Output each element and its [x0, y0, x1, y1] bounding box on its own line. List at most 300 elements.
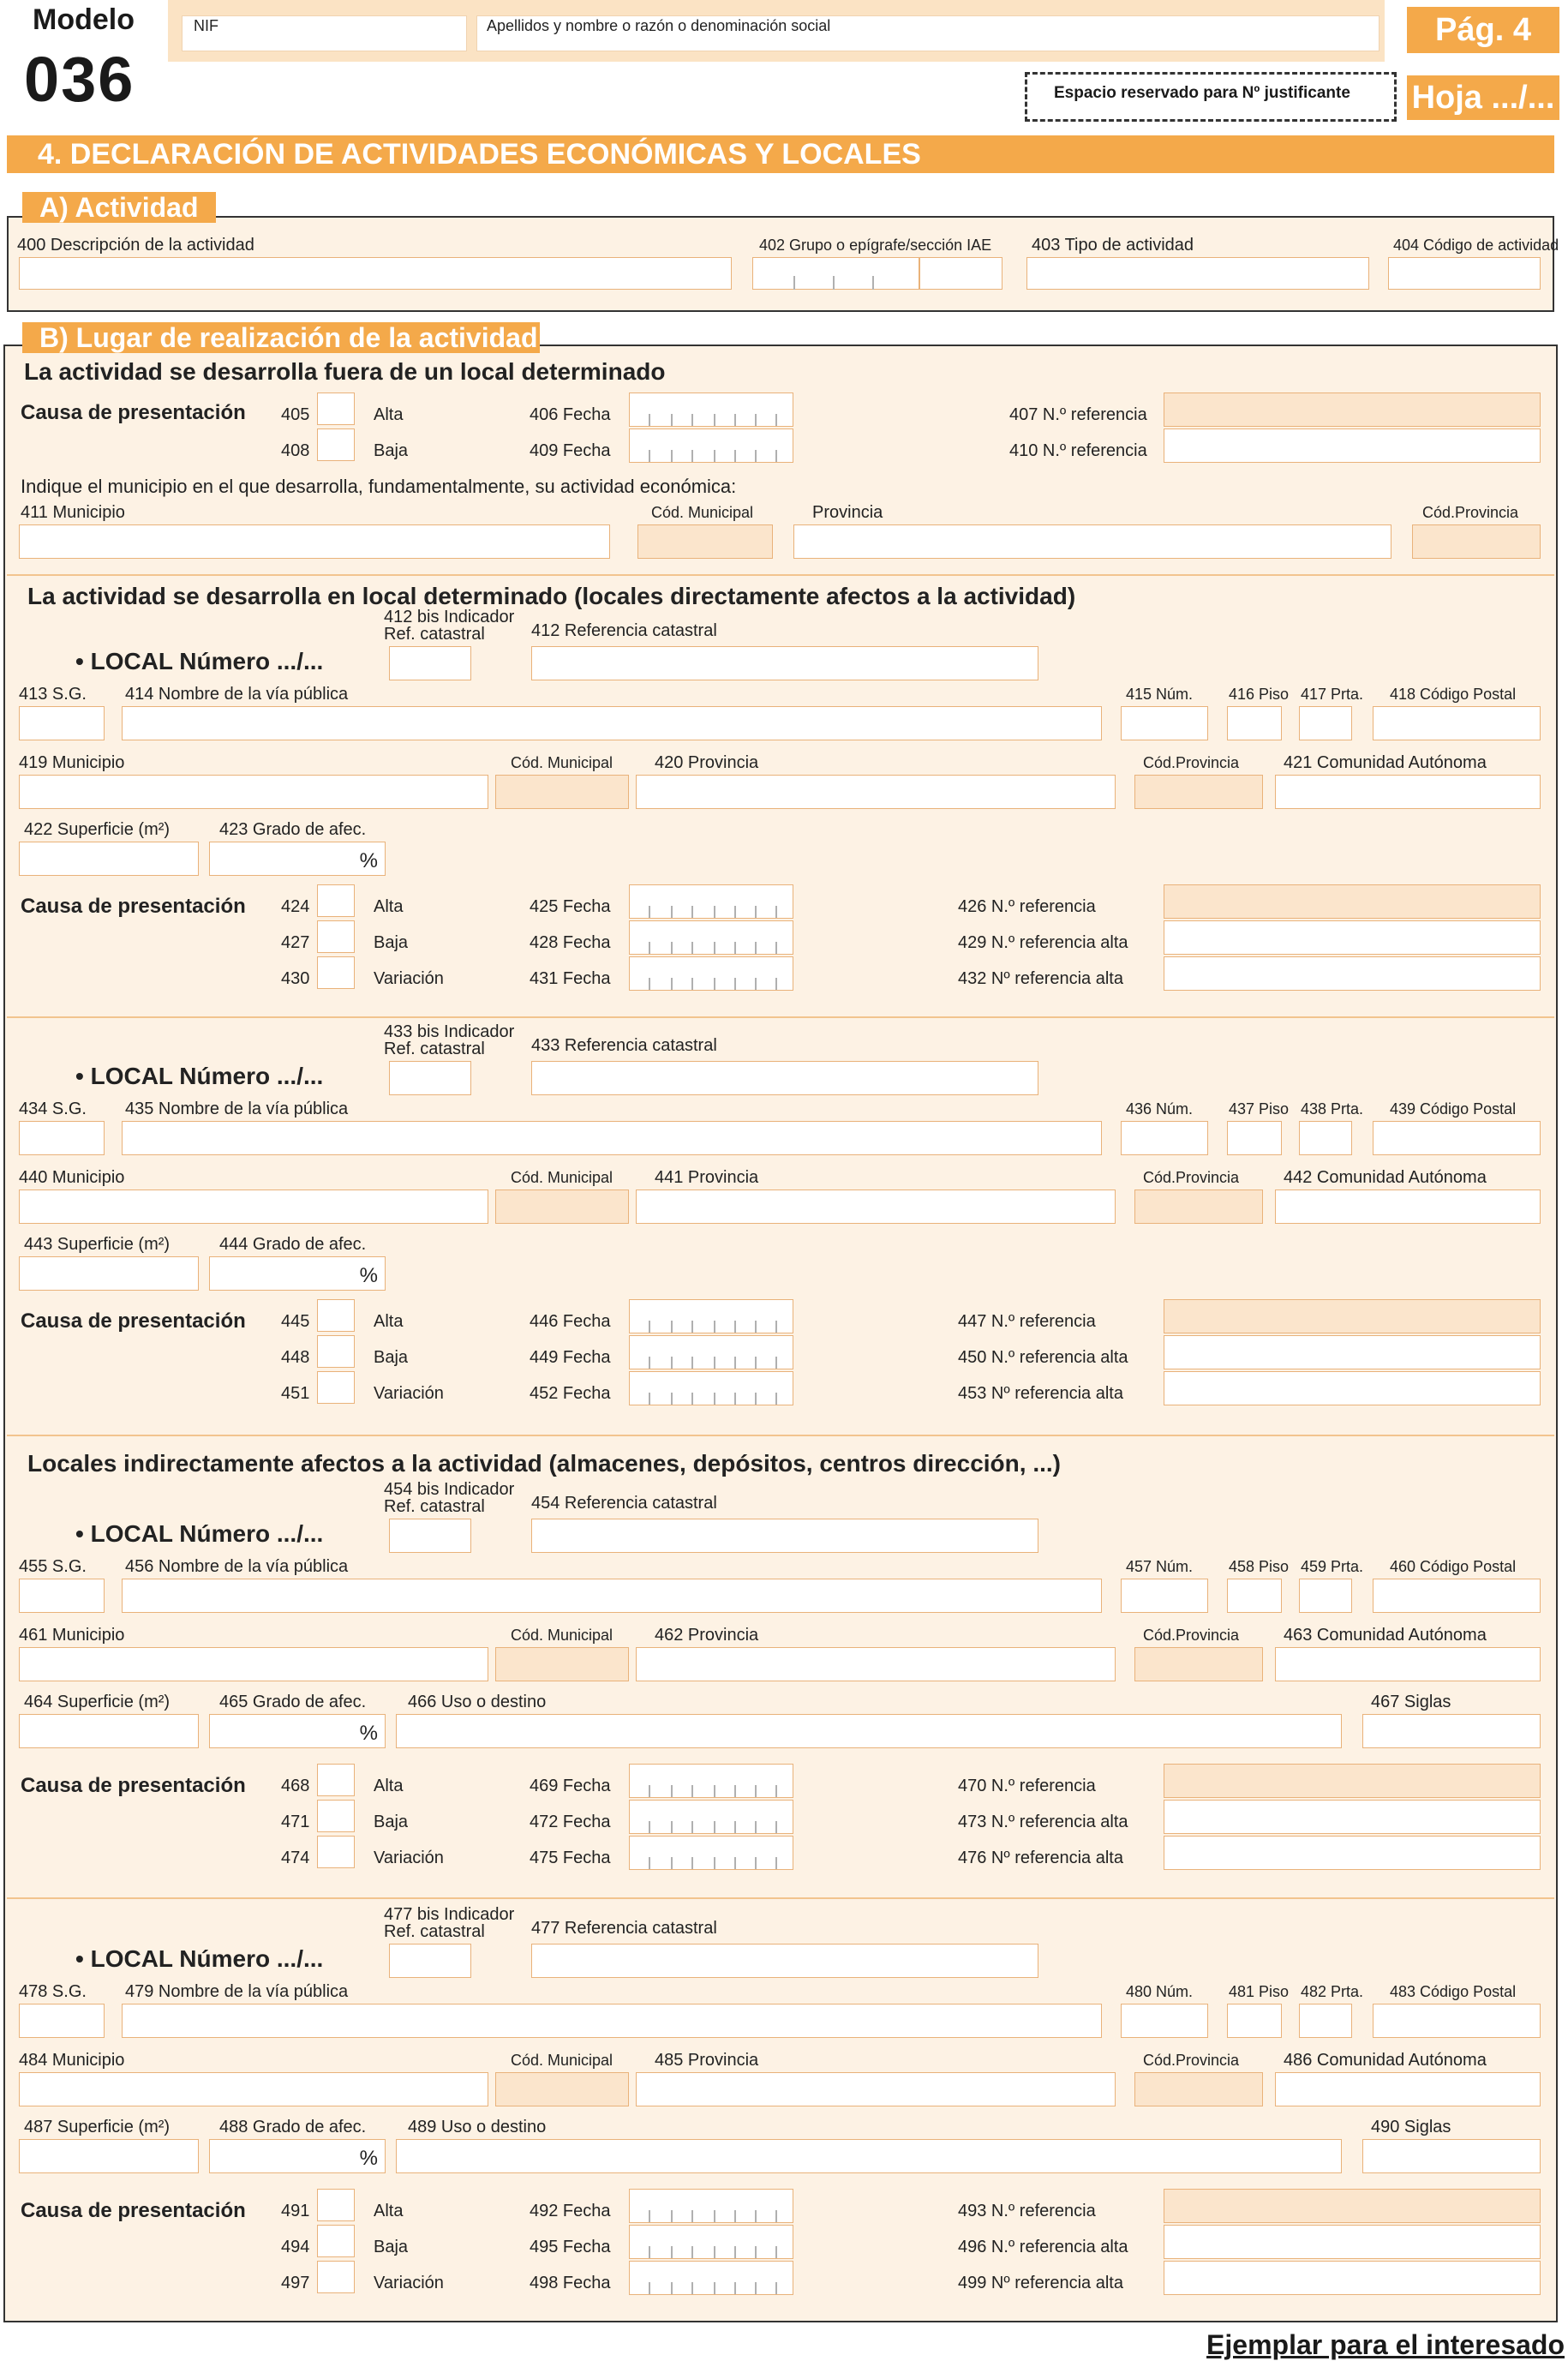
date-tick — [691, 1857, 693, 1869]
ccaa-field[interactable] — [1275, 1190, 1541, 1224]
percent-sign: % — [359, 1722, 378, 1745]
via-field[interactable] — [122, 1121, 1102, 1155]
f407-label: 407 N.º referencia — [1009, 405, 1147, 424]
date-tick — [734, 1857, 736, 1869]
fecha-label: 452 Fecha — [530, 1384, 611, 1403]
causa-checkbox[interactable] — [317, 884, 355, 917]
date-tick — [775, 450, 777, 462]
f410-label: 410 N.º referencia — [1009, 441, 1147, 460]
causa-type-label: Alta — [374, 897, 404, 916]
cp-field[interactable] — [1373, 706, 1541, 740]
baja-label: Baja — [374, 441, 409, 460]
fecha-label: 472 Fecha — [530, 1813, 611, 1831]
superficie-label: 422 Superficie (m²) — [24, 820, 171, 839]
superficie-field[interactable] — [19, 2139, 199, 2173]
referencia-label: 470 N.º referencia — [958, 1777, 1096, 1795]
date-tick — [734, 2246, 736, 2258]
f411-codprov-field[interactable] — [1412, 524, 1541, 559]
bis-indicator-field[interactable] — [389, 1061, 471, 1095]
via-field[interactable] — [122, 706, 1102, 740]
fecha-label: 495 Fecha — [530, 2238, 611, 2256]
causa-type-label: Baja — [374, 2238, 409, 2256]
ccaa-field[interactable] — [1275, 2072, 1541, 2106]
date-tick — [671, 1321, 673, 1333]
date-tick — [775, 1785, 777, 1797]
causa-type-label: Baja — [374, 1813, 409, 1831]
date-tick — [714, 1393, 715, 1405]
date-tick — [691, 1321, 693, 1333]
causa-type-label: Baja — [374, 933, 409, 952]
prta-field[interactable] — [1299, 2004, 1352, 2038]
date-tick — [734, 450, 736, 462]
sg-label: 434 S.G. — [19, 1100, 87, 1118]
date-tick — [775, 2282, 777, 2294]
sg-label: 455 S.G. — [19, 1557, 87, 1576]
prta-field[interactable] — [1299, 1579, 1352, 1613]
sg-field[interactable] — [19, 1579, 105, 1613]
referencia-field[interactable] — [1164, 2189, 1541, 2223]
codmun-label: Cód. Municipal — [511, 1169, 613, 1186]
grado-field[interactable] — [209, 1256, 386, 1291]
referencia-field[interactable] — [1164, 2225, 1541, 2259]
codprov-field[interactable] — [1134, 2072, 1263, 2106]
num-field[interactable] — [1121, 2004, 1208, 2038]
date-tick — [671, 1785, 673, 1797]
num-field[interactable] — [1121, 1579, 1208, 1613]
piso-field[interactable] — [1227, 2004, 1282, 2038]
prta-label: 459 Prta. — [1301, 1558, 1364, 1575]
fuera-heading: La actividad se desarrolla fuera de un local determinado — [24, 358, 666, 385]
siglas-field[interactable] — [1362, 1714, 1541, 1748]
prta-label: 417 Prta. — [1301, 686, 1364, 703]
f411-provincia-field[interactable] — [793, 524, 1391, 559]
f405-label: 405 — [281, 405, 310, 424]
causa-code-label: 445 — [281, 1312, 310, 1331]
prta-label: 438 Prta. — [1301, 1100, 1364, 1118]
date-tick — [775, 978, 777, 990]
via-label: 456 Nombre de la vía pública — [125, 1557, 349, 1576]
provincia-field[interactable] — [636, 1647, 1116, 1681]
date-tick — [755, 2246, 757, 2258]
date-tick — [649, 942, 650, 954]
municipio-field[interactable] — [19, 1647, 488, 1681]
bis-refcat-label: Ref. catastral — [384, 1040, 485, 1058]
date-tick — [649, 414, 650, 426]
via-field[interactable] — [122, 2004, 1102, 2038]
referencia-field[interactable] — [1164, 1335, 1541, 1369]
modelo-label: Modelo — [33, 3, 135, 36]
piso-label: 437 Piso — [1229, 1100, 1290, 1118]
date-tick — [671, 906, 673, 918]
causa-checkbox[interactable] — [317, 956, 355, 989]
date-tick — [649, 2282, 650, 2294]
codprov-label: Cód.Provincia — [1143, 1169, 1240, 1186]
fecha-date[interactable] — [629, 2189, 793, 2223]
date-tick — [775, 906, 777, 918]
refcat-label: 454 Referencia catastral — [531, 1494, 717, 1513]
superficie-field[interactable] — [19, 842, 199, 876]
referencia-field[interactable] — [1164, 920, 1541, 955]
provincia-field[interactable] — [636, 775, 1116, 809]
causa-label: Causa de presentación — [21, 895, 246, 918]
cp-field[interactable] — [1373, 2004, 1541, 2038]
bis-indicator-field[interactable] — [389, 646, 471, 680]
causa-type-label: Variación — [374, 2274, 444, 2292]
f402-tick — [793, 276, 795, 290]
date-tick — [755, 1785, 757, 1797]
fecha-date[interactable] — [629, 2225, 793, 2259]
section-a-title: A) Actividad — [39, 192, 199, 223]
referencia-field[interactable] — [1164, 2261, 1541, 2295]
fecha-date[interactable] — [629, 884, 793, 919]
date-tick — [671, 1821, 673, 1833]
cp-label: 460 Código Postal — [1390, 1558, 1517, 1575]
date-tick — [691, 2282, 693, 2294]
f405-checkbox[interactable] — [317, 393, 355, 425]
hoja-badge — [1407, 75, 1559, 120]
fecha-label: 475 Fecha — [530, 1849, 611, 1867]
date-tick — [671, 1857, 673, 1869]
grado-field[interactable] — [209, 1714, 386, 1748]
date-tick — [734, 1785, 736, 1797]
referencia-field[interactable] — [1164, 1299, 1541, 1333]
fecha-date[interactable] — [629, 1800, 793, 1834]
causa-code-label: 424 — [281, 897, 310, 916]
codmun-field[interactable] — [495, 775, 629, 809]
nif-field[interactable] — [182, 15, 467, 51]
causa-checkbox[interactable] — [317, 1335, 355, 1368]
causa-checkbox[interactable] — [317, 2189, 355, 2221]
fecha-label: 449 Fecha — [530, 1348, 611, 1367]
causa-checkbox[interactable] — [317, 1371, 355, 1404]
cp-field[interactable] — [1373, 1579, 1541, 1613]
divider — [7, 574, 1554, 576]
referencia-label: 453 Nº referencia alta — [958, 1384, 1123, 1403]
fecha-label: 498 Fecha — [530, 2274, 611, 2292]
municipio-field[interactable] — [19, 1190, 488, 1224]
date-tick — [775, 2246, 777, 2258]
ccaa-label: 442 Comunidad Autónoma — [1284, 1168, 1487, 1187]
uso-field[interactable] — [396, 2139, 1342, 2173]
fecha-date[interactable] — [629, 2261, 793, 2295]
provincia-label: 485 Provincia — [655, 2051, 759, 2070]
sg-field[interactable] — [19, 1121, 105, 1155]
date-tick — [649, 1857, 650, 1869]
bis-indicator-field[interactable] — [389, 1944, 471, 1978]
referencia-label: 447 N.º referencia — [958, 1312, 1096, 1331]
date-tick — [671, 450, 673, 462]
f410-field[interactable] — [1164, 428, 1541, 463]
via-label: 414 Nombre de la vía pública — [125, 685, 349, 704]
refcat-field[interactable] — [531, 1061, 1038, 1095]
f411-provincia-label: Provincia — [812, 503, 883, 522]
f403-label: 403 Tipo de actividad — [1032, 236, 1194, 255]
date-tick — [755, 1857, 757, 1869]
date-tick — [734, 414, 736, 426]
f408-label: 408 — [281, 441, 310, 460]
bis-refcat-label: Ref. catastral — [384, 625, 485, 644]
codprov-field[interactable] — [1134, 1190, 1263, 1224]
f407-field[interactable] — [1164, 393, 1541, 427]
superficie-field[interactable] — [19, 1256, 199, 1291]
superficie-field[interactable] — [19, 1714, 199, 1748]
f402-field[interactable] — [752, 257, 1002, 290]
date-tick — [775, 1321, 777, 1333]
date-tick — [734, 906, 736, 918]
fecha-label: 431 Fecha — [530, 969, 611, 988]
date-tick — [714, 2282, 715, 2294]
referencia-field[interactable] — [1164, 1800, 1541, 1834]
ccaa-label: 421 Comunidad Autónoma — [1284, 753, 1487, 772]
causa-code-label: 448 — [281, 1348, 310, 1367]
via-field[interactable] — [122, 1579, 1102, 1613]
date-tick — [714, 1785, 715, 1797]
divider — [7, 1435, 1554, 1436]
date-tick — [755, 2282, 757, 2294]
num-label: 457 Núm. — [1126, 1558, 1194, 1575]
codmun-label: Cód. Municipal — [511, 1627, 613, 1644]
municipio-label: 461 Municipio — [19, 1626, 125, 1645]
f400-field[interactable] — [19, 257, 732, 290]
grado-label: 488 Grado de afec. — [219, 2118, 367, 2136]
date-tick — [734, 978, 736, 990]
causa-checkbox[interactable] — [317, 1800, 355, 1832]
date-tick — [734, 2282, 736, 2294]
siglas-field[interactable] — [1362, 2139, 1541, 2173]
siglas-label: 490 Siglas — [1371, 2118, 1451, 2136]
divider — [7, 1016, 1554, 1018]
num-label: 415 Núm. — [1126, 686, 1194, 703]
causa-checkbox[interactable] — [317, 2225, 355, 2257]
referencia-label: 429 N.º referencia alta — [958, 933, 1128, 952]
f411-label: 411 Municipio — [21, 503, 125, 522]
causa-code-label: 494 — [281, 2238, 310, 2256]
f411-codmun-field[interactable] — [637, 524, 773, 559]
codprov-field[interactable] — [1134, 775, 1263, 809]
date-tick — [691, 942, 693, 954]
date-tick — [691, 1393, 693, 1405]
referencia-field[interactable] — [1164, 1371, 1541, 1405]
date-tick — [671, 2282, 673, 2294]
f408-checkbox[interactable] — [317, 428, 355, 461]
referencia-field[interactable] — [1164, 1836, 1541, 1870]
provincia-field[interactable] — [636, 2072, 1116, 2106]
sg-field[interactable] — [19, 706, 105, 740]
date-tick — [775, 2210, 777, 2222]
section-a-tab — [22, 192, 216, 223]
municipio-label: 440 Municipio — [19, 1168, 125, 1187]
date-tick — [755, 906, 757, 918]
ccaa-field[interactable] — [1275, 1647, 1541, 1681]
causa-code-label: 427 — [281, 933, 310, 952]
fecha-date[interactable] — [629, 1371, 793, 1405]
date-tick — [714, 450, 715, 462]
refcat-field[interactable] — [531, 1944, 1038, 1978]
provincia-field[interactable] — [636, 1190, 1116, 1224]
date-tick — [714, 2210, 715, 2222]
grado-label: 465 Grado de afec. — [219, 1693, 367, 1711]
uso-label: 489 Uso o destino — [408, 2118, 547, 2136]
via-label: 435 Nombre de la vía pública — [125, 1100, 349, 1118]
bis-indicator-field[interactable] — [389, 1519, 471, 1553]
num-field[interactable] — [1121, 1121, 1208, 1155]
f406-date[interactable] — [629, 393, 793, 427]
causa-checkbox[interactable] — [317, 1836, 355, 1868]
causa-type-label: Variación — [374, 969, 444, 988]
f404-field[interactable] — [1388, 257, 1541, 290]
fecha-date[interactable] — [629, 920, 793, 955]
sg-field[interactable] — [19, 2004, 105, 2038]
cp-field[interactable] — [1373, 1121, 1541, 1155]
codmun-field[interactable] — [495, 1190, 629, 1224]
fecha-date[interactable] — [629, 1836, 793, 1870]
provincia-label: 462 Provincia — [655, 1626, 759, 1645]
siglas-label: 467 Siglas — [1371, 1693, 1451, 1711]
refcat-label: 433 Referencia catastral — [531, 1036, 717, 1055]
local-heading: La actividad se desarrolla en local determinado (locales directamente afectos a la actividad) — [27, 583, 1076, 609]
percent-sign: % — [359, 2147, 378, 2170]
municipio-label: 419 Municipio — [19, 753, 125, 772]
f403-field[interactable] — [1026, 257, 1369, 290]
referencia-label: 496 N.º referencia alta — [958, 2238, 1128, 2256]
causa-type-label: Alta — [374, 2202, 404, 2220]
fecha-label: 446 Fecha — [530, 1312, 611, 1331]
causa-checkbox[interactable] — [317, 2261, 355, 2293]
page-number-text: Pág. 4 — [1435, 12, 1531, 48]
piso-label: 416 Piso — [1229, 686, 1290, 703]
date-tick — [649, 1321, 650, 1333]
f409-date[interactable] — [629, 428, 793, 463]
codmun-field[interactable] — [495, 1647, 629, 1681]
municipio-field[interactable] — [19, 775, 488, 809]
f400-label: 400 Descripción de la actividad — [17, 236, 254, 255]
date-tick — [691, 978, 693, 990]
causa-code-label: 491 — [281, 2202, 310, 2220]
local-numero-text: LOCAL Número .../... — [90, 648, 324, 674]
date-tick — [755, 1357, 757, 1369]
f411-field[interactable] — [19, 524, 610, 559]
codprov-label: Cód.Provincia — [1143, 1627, 1240, 1644]
date-tick — [734, 2210, 736, 2222]
bis-refcat-label: Ref. catastral — [384, 1497, 485, 1516]
uso-field[interactable] — [396, 1714, 1342, 1748]
codprov-label: Cód.Provincia — [1143, 2052, 1240, 2069]
piso-field[interactable] — [1227, 1121, 1282, 1155]
causa-type-label: Alta — [374, 1777, 404, 1795]
grado-field[interactable] — [209, 2139, 386, 2173]
date-tick — [691, 2210, 693, 2222]
causa-checkbox[interactable] — [317, 1299, 355, 1332]
date-tick — [691, 1785, 693, 1797]
causa-type-label: Alta — [374, 1312, 404, 1331]
fecha-date[interactable] — [629, 1299, 793, 1333]
prta-label: 482 Prta. — [1301, 1983, 1364, 2000]
date-tick — [649, 2210, 650, 2222]
section-title: 4. DECLARACIÓN DE ACTIVIDADES ECONÓMICAS Y LOCALES — [38, 138, 921, 171]
num-field[interactable] — [1121, 706, 1208, 740]
date-tick — [775, 1393, 777, 1405]
date-tick — [734, 1393, 736, 1405]
date-tick — [649, 1357, 650, 1369]
date-tick — [714, 978, 715, 990]
date-tick — [755, 2210, 757, 2222]
fecha-date[interactable] — [629, 1764, 793, 1798]
date-tick — [775, 942, 777, 954]
grado-field[interactable] — [209, 842, 386, 876]
refcat-field[interactable] — [531, 646, 1038, 680]
date-tick — [671, 414, 673, 426]
causa-label: Causa de presentación — [21, 1774, 246, 1797]
date-tick — [755, 1393, 757, 1405]
codprov-field[interactable] — [1134, 1647, 1263, 1681]
causa-code-label: 471 — [281, 1813, 310, 1831]
causa-label: Causa de presentación — [21, 1309, 246, 1333]
date-tick — [734, 1321, 736, 1333]
date-tick — [691, 414, 693, 426]
date-tick — [649, 906, 650, 918]
fecha-date[interactable] — [629, 1335, 793, 1369]
municipio-field[interactable] — [19, 2072, 488, 2106]
bis-indicator-label: 477 bis Indicador — [384, 1905, 515, 1924]
codprov-label: Cód.Provincia — [1143, 754, 1240, 771]
prta-field[interactable] — [1299, 706, 1352, 740]
referencia-label: 473 N.º referencia alta — [958, 1813, 1128, 1831]
ccaa-field[interactable] — [1275, 775, 1541, 809]
hoja-text: Hoja .../... — [1411, 80, 1555, 116]
referencia-field[interactable] — [1164, 956, 1541, 991]
refcat-field[interactable] — [531, 1519, 1038, 1553]
date-tick — [755, 450, 757, 462]
date-tick — [775, 1357, 777, 1369]
local-numero-text: LOCAL Número .../... — [90, 1945, 324, 1972]
superficie-label: 443 Superficie (m²) — [24, 1235, 171, 1254]
causa-type-label: Baja — [374, 1348, 409, 1367]
fecha-label: 425 Fecha — [530, 897, 611, 916]
piso-field[interactable] — [1227, 1579, 1282, 1613]
page-number-badge — [1407, 7, 1559, 53]
alta-label: Alta — [374, 405, 404, 424]
local-numero-label — [75, 1063, 323, 1090]
uso-label: 466 Uso o destino — [408, 1693, 547, 1711]
sg-label: 413 S.G. — [19, 685, 87, 704]
prta-field[interactable] — [1299, 1121, 1352, 1155]
codmun-field[interactable] — [495, 2072, 629, 2106]
causa-checkbox[interactable] — [317, 1764, 355, 1796]
causa-type-label: Variación — [374, 1849, 444, 1867]
date-tick — [714, 1357, 715, 1369]
causa-code-label: 468 — [281, 1777, 310, 1795]
f402-label: 402 Grupo o epígrafe/sección IAE — [759, 237, 992, 254]
date-tick — [775, 1857, 777, 1869]
date-tick — [649, 1393, 650, 1405]
fecha-date[interactable] — [629, 956, 793, 991]
piso-field[interactable] — [1227, 706, 1282, 740]
referencia-label: 426 N.º referencia — [958, 897, 1096, 916]
date-tick — [691, 1821, 693, 1833]
referencia-label: 450 N.º referencia alta — [958, 1348, 1128, 1367]
causa-checkbox[interactable] — [317, 920, 355, 953]
referencia-field[interactable] — [1164, 884, 1541, 919]
provincia-label: 420 Provincia — [655, 753, 759, 772]
cp-label: 439 Código Postal — [1390, 1100, 1517, 1118]
referencia-field[interactable] — [1164, 1764, 1541, 1798]
nombre-label: Apellidos y nombre o razón o denominación social — [487, 17, 831, 34]
codmun-label: Cód. Municipal — [511, 2052, 613, 2069]
date-tick — [775, 414, 777, 426]
local-numero-text: LOCAL Número .../... — [90, 1063, 324, 1089]
causa-code-label: 497 — [281, 2274, 310, 2292]
causa-code-label: 451 — [281, 1384, 310, 1403]
